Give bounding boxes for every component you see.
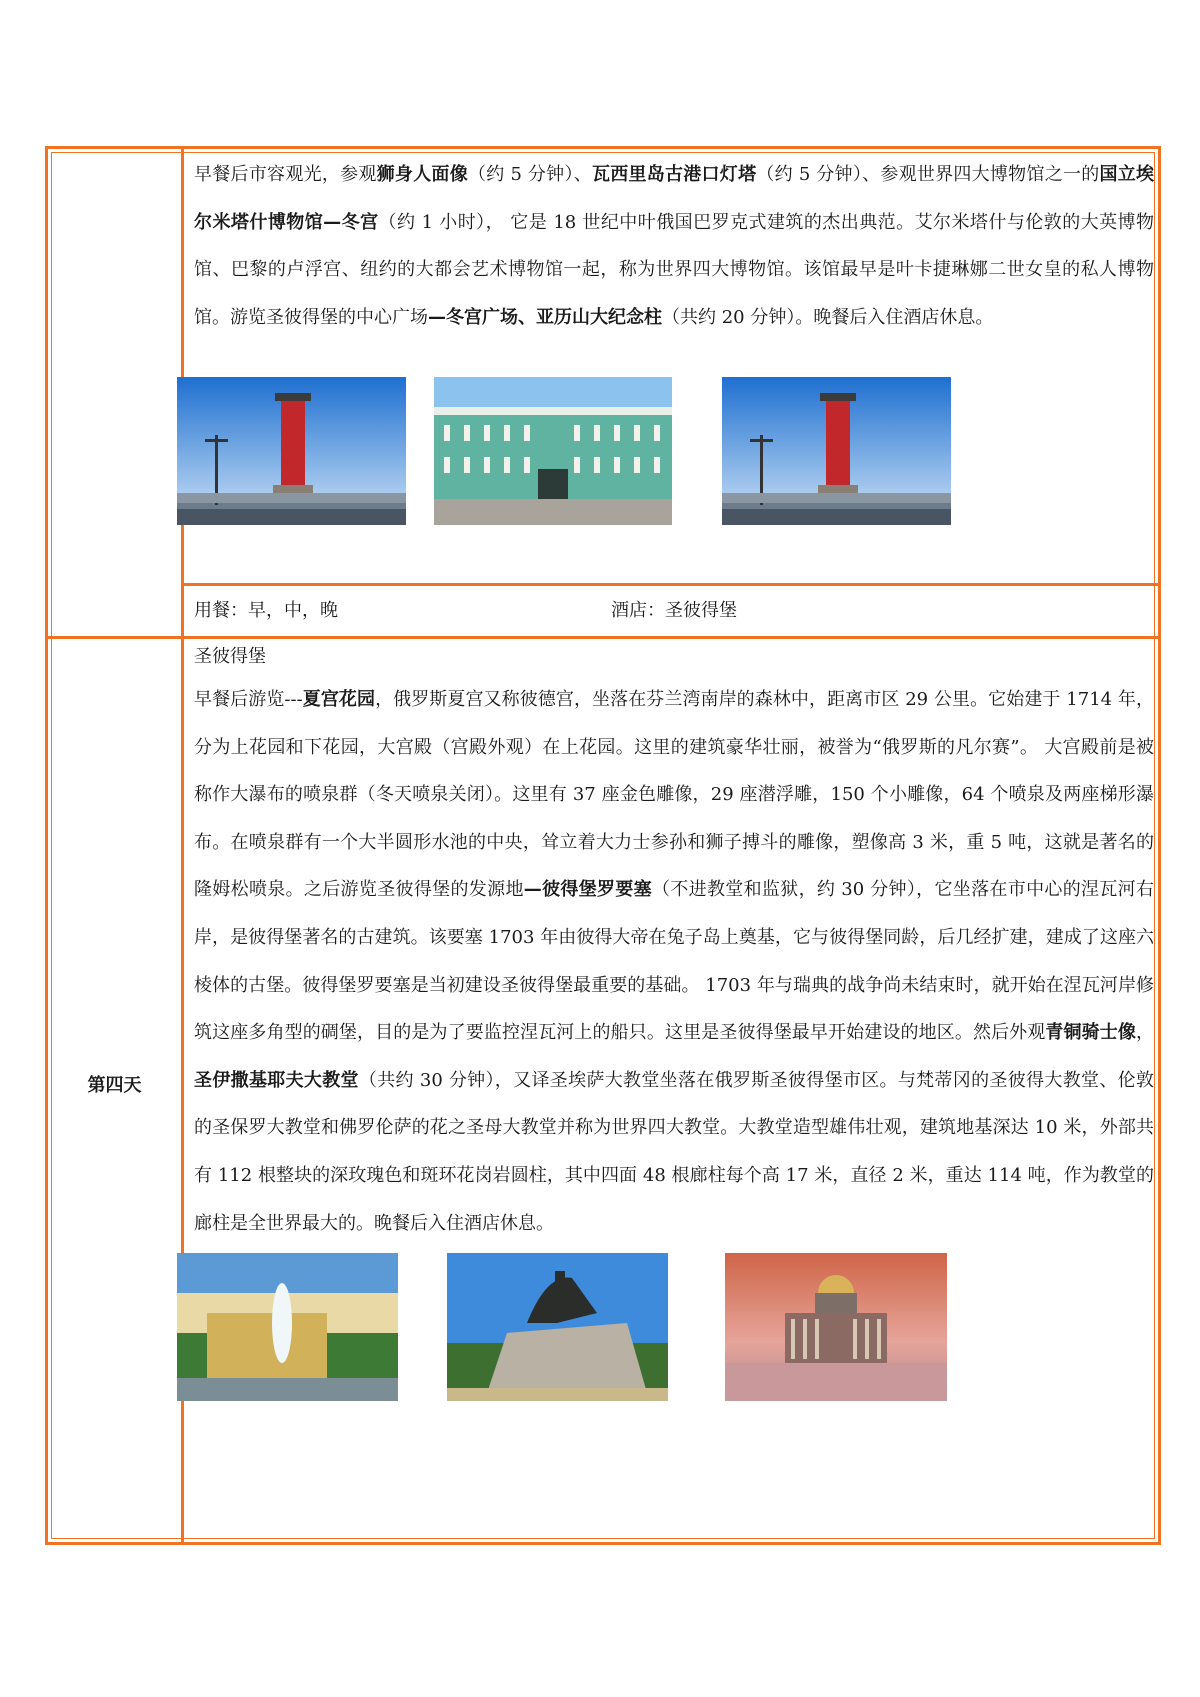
day3-description	[194, 151, 1154, 341]
day4-description	[194, 676, 1154, 1247]
highlight-text: —冬宫广场、亚历山大纪念柱	[428, 306, 662, 328]
highlight-text: —彼得堡罗要塞	[523, 879, 653, 901]
body-text: （约 5 分钟）、参观世界四大博物馆之一的	[756, 164, 1100, 185]
peterhof-fountain-photo	[177, 1253, 398, 1401]
city-title: 圣彼得堡	[194, 646, 266, 667]
meal-info: 用餐：早，中，晚	[194, 600, 338, 621]
itinerary-table	[45, 146, 1161, 1545]
body-text: ，	[1136, 1022, 1154, 1044]
highlight-text: 瓦西里岛古港口灯塔	[591, 164, 757, 185]
highlight-text: 圣伊撒基耶夫大教堂	[194, 1069, 359, 1091]
winter-palace-photo	[434, 377, 672, 525]
rostral-column-photo	[722, 377, 951, 525]
body-text: （约 5 分钟）、	[467, 164, 592, 185]
rostral-column-photo	[177, 377, 406, 525]
meal-row-separator	[184, 583, 1158, 586]
body-text: 早餐后游览---	[194, 689, 303, 710]
highlight-text: 狮身人面像	[376, 164, 468, 185]
body-text: （约 1 小时）， 它是 18 世纪中叶俄国巴罗克式建筑的杰出典范。艾尔米塔什与伦敦的大英博物馆、巴黎的卢浮宫、纽约的大都会艺术博物馆一起，称为世界四大博物馆。该馆最早是叶卡捷琳娜二世女皇的私人博物馆。游览圣彼得堡的中心广场	[194, 211, 1155, 328]
body-text: ，俄罗斯夏宫又称彼德宫，坐落在芬兰湾南岸的森林中，距离市区 29 公里。它始建于 1714 年，分为上花园和下花园，大宫殿（宫殿外观）在上花园。这里的建筑豪华壮丽，被誉为“俄罗斯的凡尔赛”。 大宫殿前是被称作大瀑布的喷泉群（冬天喷泉关闭）。这里有 37 座金色雕像，29 座潜浮雕，150 个小雕像，64 个喷泉及两座梯形瀑布。在喷泉群有一个大半圆形水池的中央，耸立着大力士参孙和狮子搏斗的雕像，塑像高 3 米，重 5 吨，这就是著名的隆姆松喷泉。之后游览圣彼得堡的发源地	[194, 689, 1154, 901]
body-text: 早餐后市容观光，参观	[194, 164, 377, 185]
body-text: （共约 30 分钟），又译圣埃萨大教堂坐落在俄罗斯圣彼得堡市区。与梵蒂冈的圣彼得大教堂、伦敦的圣保罗大教堂和佛罗伦萨的花之圣母大教堂并称为世界四大教堂。大教堂造型雄伟壮观，建筑地基深达 10 米，外部共有 112 根整块的深玫瑰色和斑环花岗岩圆柱，其中四面 48 根廊柱每个高 17 米，直径 2 米，重达 114 吨，作为教堂的廊柱是全世界最大的。晚餐后入住酒店休息。	[194, 1069, 1155, 1234]
hotel-info: 酒店：圣彼得堡	[611, 600, 737, 621]
highlight-text: 夏宫花园	[302, 689, 376, 710]
body-text: （不进教堂和监狱，约 30 分钟），它坐落在市中心的涅瓦河右岸，是彼得堡著名的古建筑。该要塞 1703 年由彼得大帝在兔子岛上奠基，它与彼得堡同龄，后几经扩建，建成了这座六棱体的古堡。彼得堡罗要塞是当初建设圣彼得堡最重要的基础。 1703 年与瑞典的战争尚未结束时，就开始在涅瓦河岸修筑这座多角型的碉堡，目的是为了要监控涅瓦河上的船只。这里是圣彼得堡最早开始建设的地区。然后外观	[194, 879, 1155, 1044]
highlight-text: 青铜骑士像	[1045, 1022, 1136, 1044]
bronze-horseman-photo	[447, 1253, 668, 1401]
highlight-text: 国立埃尔米塔什博物馆—冬宫	[194, 164, 1155, 233]
day-label: 第四天	[87, 1075, 142, 1096]
st-isaac-cathedral-photo	[725, 1253, 947, 1401]
day-row-separator	[48, 636, 1158, 639]
body-text: （共约 20 分钟）。晚餐后入住酒店休息。	[662, 306, 994, 328]
